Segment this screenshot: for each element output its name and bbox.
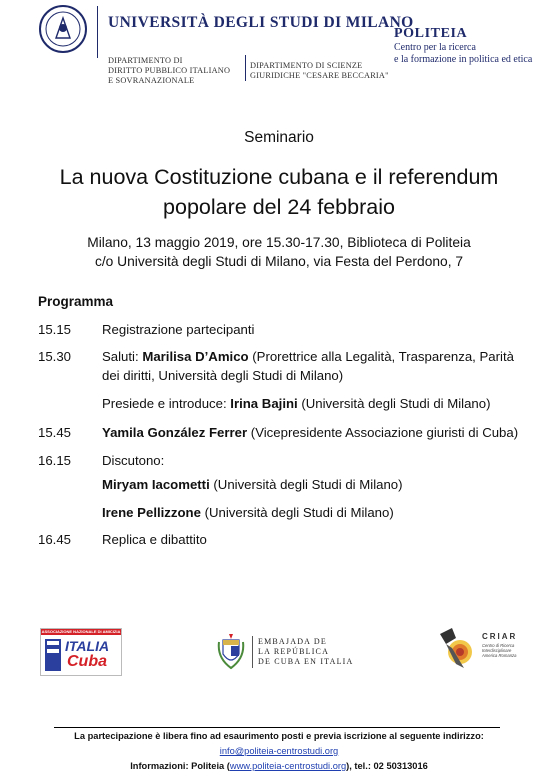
event-place: Milano, 13 maggio 2019, ore 15.30-17.30, Biblioteca di Politeia c/o Università degli Studi di Milano, via Festa del Perdono, 7: [87, 235, 471, 269]
program-time: 16.45: [38, 532, 72, 547]
footer-info: Informazioni: Politeia (www.politeia-centrostudi.org), tel.: 02 50313016: [130, 761, 428, 771]
email-link[interactable]: info@politeia-centrostudi.org: [219, 746, 339, 756]
program-time: 15.30: [38, 349, 72, 364]
program-time: 16.15: [38, 453, 72, 468]
program-heading: Programma: [38, 294, 114, 309]
program-item: Discutono:: [102, 453, 165, 468]
program-item: Replica e dibattito: [102, 532, 207, 547]
program-time: 15.15: [38, 322, 72, 337]
criar-logo-icon: [436, 624, 480, 672]
cuba-coat-of-arms-icon: [217, 632, 245, 670]
italia-cuba-banner: ASSOCIAZIONE NAZIONALE DI AMICIZIA: [41, 629, 121, 634]
program-item: Miryam Iacometti (Università degli Studi di Milano): [102, 477, 403, 492]
department-2: DIPARTIMENTO DI SCIENZE GIURIDICHE "CESARE BECCARIA": [250, 61, 389, 80]
event-title: La nuova Costituzione cubana e il referendum popolare del 24 febbraio: [59, 165, 499, 219]
unimi-seal-logo: [38, 4, 88, 54]
embassy-name: EMBAJADA DE LA REPÚBLICA DE CUBA EN ITALIA: [258, 637, 354, 666]
embassy-divider: [252, 636, 253, 668]
footer-note: La partecipazione è libera fino ad esaurimento posti e previa iscrizione al seguente indirizzo:: [74, 731, 484, 741]
politeia-name: POLITEIA: [394, 26, 468, 41]
program-item: Registrazione partecipanti: [102, 322, 255, 337]
program-item: Yamila González Ferrer (Vicepresidente Associazione giuristi di Cuba): [102, 425, 519, 440]
website-link[interactable]: www.politeia-centrostudi.org: [229, 761, 347, 771]
program-item: Presiede e introduce: Irina Bajini (Università degli Studi di Milano): [102, 396, 491, 411]
university-name: UNIVERSITÀ DEGLI STUDI DI MILANO: [108, 14, 414, 31]
criar-name: CRIAR: [482, 632, 518, 641]
header-divider: [97, 6, 98, 58]
program-time: 15.45: [38, 425, 72, 440]
program-item: Saluti: Marilisa D’Amico (Prorettrice alla Legalità, Trasparenza, Parità dei diritti, Università degli Studi di Milano): [102, 349, 514, 383]
footer-email-row: [0, 746, 558, 756]
italia-cuba-word-1: ITALIA: [65, 638, 110, 654]
italia-cuba-word-2: Cuba: [67, 653, 107, 670]
politeia-subtitle: Centro per la ricerca e la formazione in politica ed etica: [394, 42, 533, 65]
event-kind: Seminario: [244, 129, 314, 146]
program-item: Irene Pellizzone (Università degli Studi di Milano): [102, 505, 394, 520]
italia-cuba-logo: [40, 628, 122, 676]
dept-divider: [245, 55, 246, 81]
footer-divider: [54, 727, 500, 728]
criar-subtitle: Centro di Ricerca Interdisciplinare America Romanza: [482, 643, 517, 658]
department-1: DIPARTIMENTO DI DIRITTO PUBBLICO ITALIANO E SOVRANAZIONALE: [108, 56, 231, 85]
